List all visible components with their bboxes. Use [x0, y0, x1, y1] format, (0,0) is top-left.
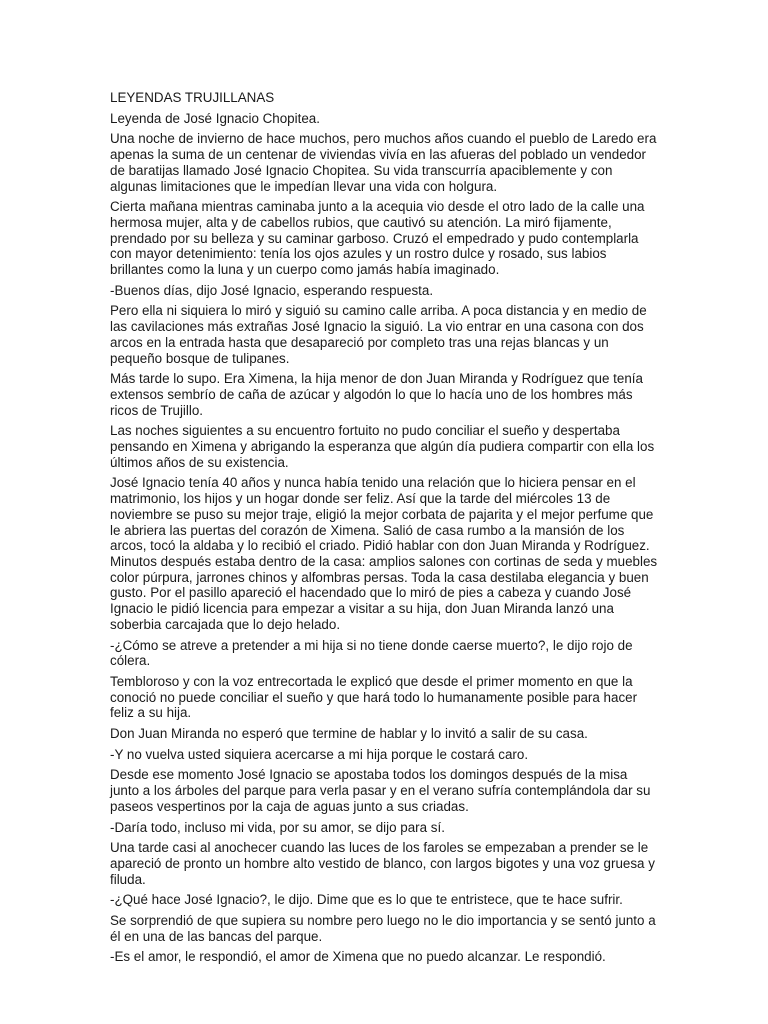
- document-page: [110, 90, 658, 970]
- paragraph: Una noche de invierno de hace muchos, pero muchos años cuando el pueblo de Laredo era apenas la suma de un centenar de viviendas vivía en las afueras del poblado un vendedor de baratijas llamado José Ignacio Chopitea. Su vida transcurría apaciblemente y con algunas limitaciones que le impedían llevar una vida con holgura.: [110, 131, 657, 194]
- paragraph: Pero ella ni siquiera lo miró y siguió su camino calle arriba. A poca distancia y en medio de las cavilaciones más extrañas José Ignacio la siguió. La vio entrar en una casona con dos arcos en la entrada hasta que desapareció por completo tras una rejas blancas y un pequeño bosque de tulipanes.: [110, 303, 647, 366]
- paragraph: Se sorprendió de que supiera su nombre pero luego no le dio importancia y se sentó junto a él en una de las bancas del parque.: [110, 913, 656, 944]
- paragraph: Cierta mañana mientras caminaba junto a la acequia vio desde el otro lado de la calle una hermosa mujer, alta y de cabellos rubios, que cautivó su atención. La miró fijamente, prendado por su belleza y su caminar garboso. Cruzó el empedrado y pudo contemplarla con mayor detenimiento: tenía los ojos azules y un rostro dulce y rosado, sus labios brillantes como la luna y un cuerpo como jamás había imaginado.: [110, 199, 645, 278]
- paragraph: -Y no vuelva usted siquiera acercarse a mi hija porque le costará caro.: [110, 746, 529, 762]
- paragraph: -Daría todo, incluso mi vida, por su amor, se dijo para sí.: [110, 819, 445, 835]
- paragraph: -Buenos días, dijo José Ignacio, esperando respuesta.: [110, 282, 434, 298]
- paragraph-subtitle: Leyenda de José Ignacio Chopitea.: [110, 110, 320, 126]
- paragraph: Las noches siguientes a su encuentro fortuito no pudo conciliar el sueño y despertaba pensando en Ximena y abrigando la esperanza que algún día pudiera compartir con ella los últimos años de su existencia.: [110, 423, 655, 470]
- paragraph: Tembloroso y con la voz entrecortada le explicó que desde el primer momento en que la conoció no puede conciliar el sueño y que hará todo lo humanamente posible para hacer feliz a su hija.: [110, 673, 638, 721]
- paragraph: Don Juan Miranda no esperó que termine de hablar y lo invitó a salir de su casa.: [110, 726, 588, 742]
- paragraph: José Ignacio tenía 40 años y nunca había tenido una relación que lo hiciera pensar en el matrimonio, los hijos y un hogar donde ser feliz. Así que la tarde del miércoles 13 de noviembre se puso su mejor traje, eligió la mejor corbata de pajarita y el mejor perfume que le abriera las puertas del corazón de Ximena. Salió de casa rumbo a la mansión de los arcos, tocó la aldaba y lo recibió el criado. Pidió hablar con don Juan Miranda y Rodríguez. Minutos después estaba dentro de la casa: amplios salones con cortinas de seda y muebles color púrpura, jarrones chinos y alfombras persas. Toda la casa destilaba elegancia y buen gusto. Por el pasillo apareció el hacendado que lo miró de pies a cabeza y cuando José Ignacio le pidió licencia para empezar a visitar a su hija, don Juan Miranda lanzó una soberbia carcajada que lo dejo helado.: [110, 475, 658, 632]
- paragraph: -¿Cómo se atreve a pretender a mi hija si no tiene donde caerse muerto?, le dijo rojo de cólera.: [110, 637, 633, 669]
- paragraph: -¿Qué hace José Ignacio?, le dijo. Dime que es lo que te entristece, que te hace sufrir.: [110, 892, 623, 908]
- paragraph: Una tarde casi al anochecer cuando las luces de los faroles se empezaban a prender se le apareció de pronto un hombre alto vestido de blanco, con largos bigotes y una voz gruesa y filuda.: [110, 840, 655, 887]
- paragraph: -Es el amor, le respondió, el amor de Ximena que no puedo alcanzar. Le respondió.: [110, 949, 606, 965]
- paragraph: Desde ese momento José Ignacio se apostaba todos los domingos después de la misa junto a los árboles del parque para verla pasar y en el verano sufría contemplándola dar su paseos vespertinos por la caja de aguas junto a sus criadas.: [110, 767, 651, 814]
- document-title: LEYENDAS TRUJILLANAS: [110, 90, 275, 105]
- paragraph: Más tarde lo supo. Era Ximena, la hija menor de don Juan Miranda y Rodríguez que tenía extensos sembrío de caña de azúcar y algodón lo que lo hacía uno de los hombres más ricos de Trujillo.: [110, 371, 643, 418]
